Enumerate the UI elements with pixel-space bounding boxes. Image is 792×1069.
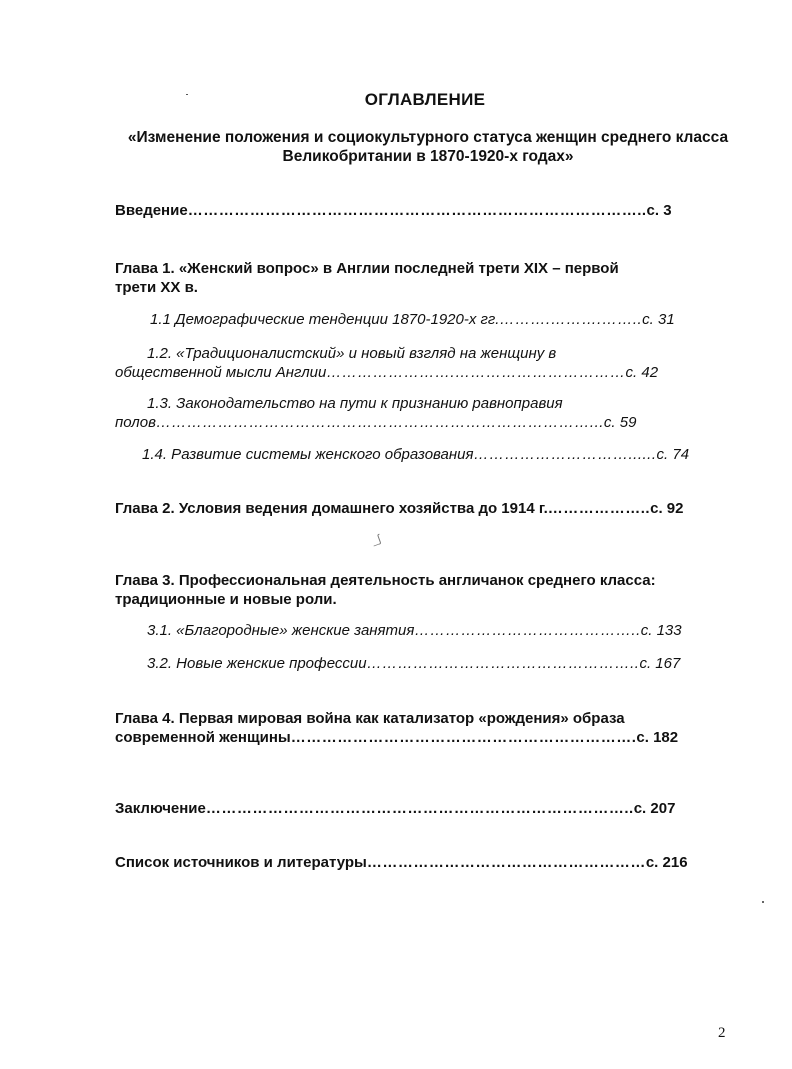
leader-dots: ……….……….……..: [499, 311, 643, 328]
section-1-2-line-1: 1.2. «Традиционалистский» и новый взгляд на женщину в: [147, 345, 557, 362]
section-1-3-line-1: 1.3. Законодательство на пути к признанию равноправия: [147, 395, 563, 412]
page-ref: с. 59: [603, 414, 637, 431]
entry-label: 3.1. «Благородные» женские занятия: [147, 622, 415, 639]
entry-label: 1.1 Демографические тенденции 1870-1920-х гг.: [150, 311, 500, 328]
toc-entry-section-1-1[interactable]: [150, 311, 675, 328]
chapter-1-title-line-1: Глава 1. «Женский вопрос» в Англии последней трети XIX – первой: [115, 260, 619, 277]
toc-entry-conclusion[interactable]: [115, 800, 675, 817]
page-ref: с. 216: [645, 854, 688, 871]
toc-entry-section-3-1[interactable]: [147, 622, 682, 639]
toc-entry-chapter-1[interactable]: [115, 259, 619, 297]
entry-label: Введение: [115, 202, 188, 219]
leader-dots: ………………………………………………………….: [290, 729, 637, 746]
chapter-1-title-line-2: трети XX в.: [115, 279, 198, 296]
entry-label: общественной мысли Англии: [115, 364, 327, 381]
entry-label: 3.2. Новые женские профессии: [147, 655, 367, 672]
section-1-2-line-2: [115, 363, 658, 382]
leader-dots: …………………….……………………………: [326, 364, 626, 381]
chapter-4-title-line-1: Глава 4. Первая мировая война как катализатор «рождения» образа: [115, 710, 625, 727]
toc-entry-section-3-2[interactable]: [147, 655, 680, 672]
thesis-title-line-2: Великобритании в 1870-1920-х годах»: [282, 148, 574, 165]
leader-dots: …………………………………………………………………………...: [155, 414, 604, 431]
thesis-title-line-1: «Изменение положения и социокультурного статуса женщин среднего класса: [127, 129, 729, 146]
chapter-4-title-line-2: [115, 728, 678, 747]
chapter-3-title-line-1: Глава 3. Профессиональная деятельность англичанок среднего класса:: [115, 572, 656, 589]
toc-entry-section-1-2[interactable]: [115, 344, 658, 382]
scan-mark: _ʃ: [370, 532, 383, 548]
entry-label: полов: [115, 414, 156, 431]
leader-dots: ……………………………………………………………………………..: [187, 202, 647, 219]
leader-dots: …………………………......: [473, 446, 657, 463]
scan-speck: [762, 901, 764, 903]
toc-entry-section-1-3[interactable]: [115, 394, 636, 432]
chapter-3-title-line-2: традиционные и новые роли.: [115, 591, 337, 608]
leader-dots: ………………..: [547, 500, 651, 517]
page-ref: с. 133: [640, 622, 682, 639]
entry-label: современной женщины: [115, 729, 291, 746]
toc-entry-sources[interactable]: [115, 854, 688, 871]
toc-entry-chapter-3[interactable]: [115, 571, 656, 609]
page-ref: с. 92: [650, 500, 684, 517]
toc-entry-chapter-2[interactable]: [115, 500, 683, 517]
toc-entry-chapter-4[interactable]: [115, 709, 678, 747]
entry-label: Глава 2. Условия ведения домашнего хозяйства до 1914 г.: [115, 500, 548, 517]
page-ref: с. 42: [625, 364, 659, 381]
page-ref: с. 3: [646, 202, 672, 219]
section-1-3-line-2: [115, 413, 636, 432]
leader-dots: ………………………………………………: [366, 854, 646, 871]
page-ref: с. 207: [633, 800, 676, 817]
entry-label: 1.4. Развитие системы женского образования: [142, 446, 474, 463]
leader-dots: ………………………………………………………………………..: [205, 800, 634, 817]
toc-entry-section-1-4[interactable]: [142, 446, 689, 463]
entry-label: Заключение: [115, 800, 206, 817]
page-ref: с. 31: [642, 311, 675, 328]
toc-entry-intro[interactable]: [115, 202, 672, 219]
page-ref: с. 182: [636, 729, 679, 746]
entry-label: Список источников и литературы: [115, 854, 367, 871]
thesis-title: [108, 128, 748, 166]
leader-dots: ……………………………………………..: [366, 655, 640, 672]
page-ref: с. 167: [639, 655, 681, 672]
leader-dots: ……………………………………..: [414, 622, 641, 639]
page-ref: с. 74: [656, 446, 690, 463]
toc-title: ОГЛАВЛЕНИЕ: [364, 90, 486, 109]
page-number: 2: [718, 1025, 726, 1041]
